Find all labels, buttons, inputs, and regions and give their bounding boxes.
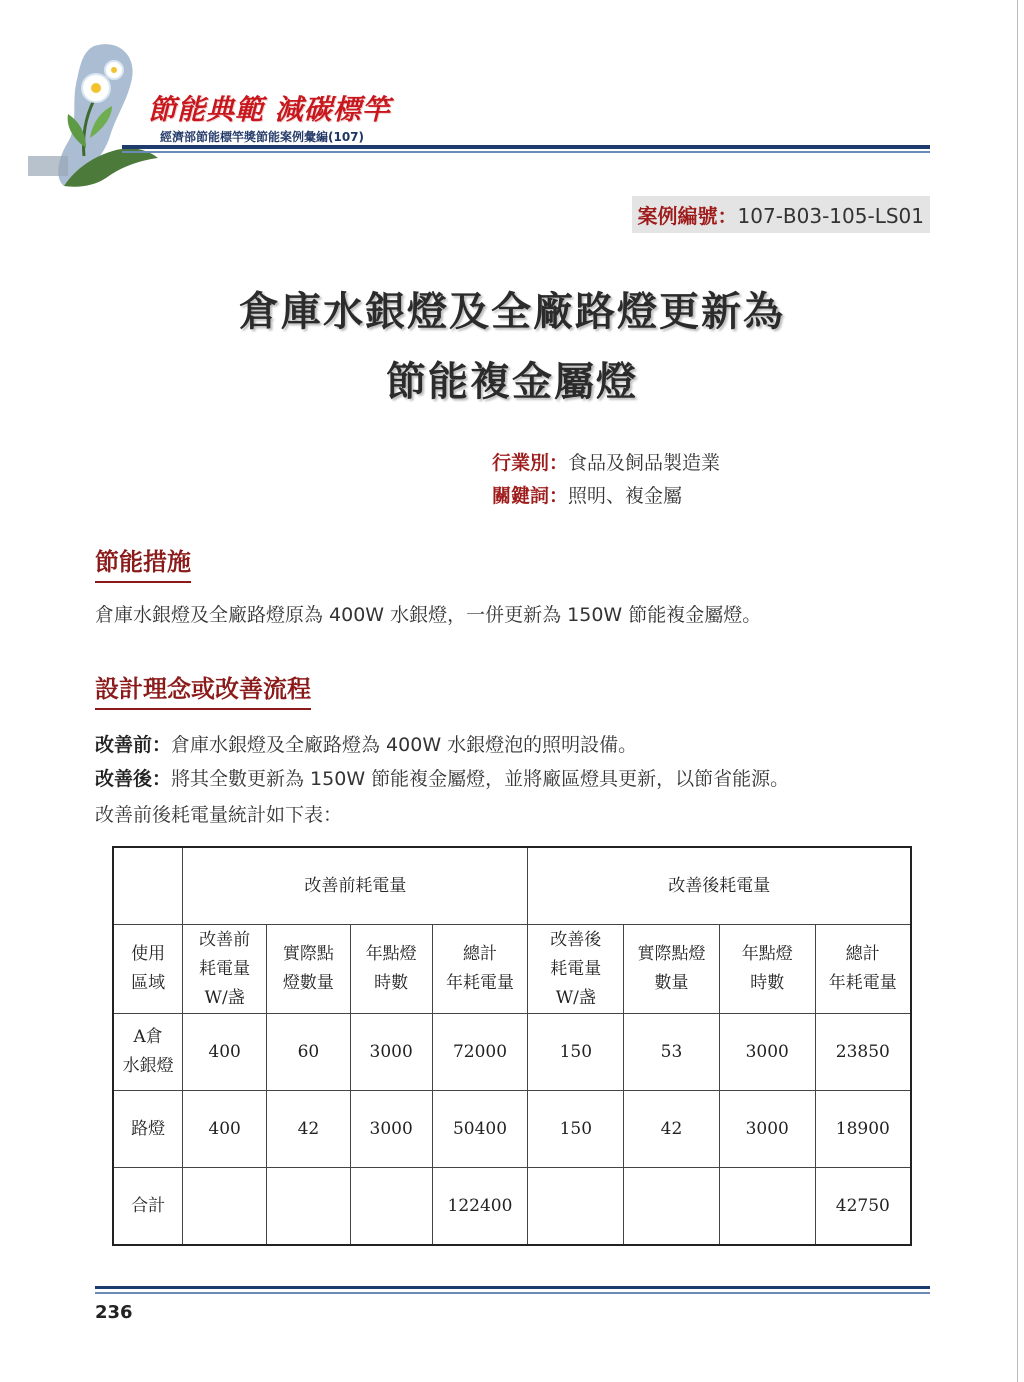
table-cell: 150: [528, 1091, 624, 1168]
table-cell: [624, 1168, 720, 1246]
industry-row: [492, 448, 720, 475]
table-cell: 72000: [432, 1014, 528, 1091]
table-intro: 改善前後耗電量統計如下表：: [95, 804, 343, 826]
table-cell: [267, 1168, 351, 1246]
column-header: 年點燈 時數: [350, 925, 432, 1014]
group-header-before: 改善前耗電量: [183, 847, 528, 925]
column-header: 總計 年耗電量: [432, 925, 528, 1014]
column-header: 改善後 耗電量 W/盏: [528, 925, 624, 1014]
column-header: 使用 區域: [113, 925, 183, 1014]
table-cell: 42: [267, 1091, 351, 1168]
page-frame-edge: [1017, 0, 1024, 1382]
case-number-value: 107-B03-105-LS01: [737, 204, 924, 228]
after-label: 改善後：: [95, 768, 172, 790]
table-corner-cell: [113, 847, 183, 925]
table-cell: A倉 水銀燈: [113, 1014, 183, 1091]
table-header-row: [113, 925, 911, 1014]
table-cell: 3000: [350, 1014, 432, 1091]
table-cell: 合計: [113, 1168, 183, 1246]
keyword-value: 照明、複金屬: [568, 485, 683, 507]
table-cell: 3000: [719, 1014, 815, 1091]
table-cell: [183, 1168, 267, 1246]
keyword-label: 關鍵詞：: [492, 485, 569, 507]
table-cell: 50400: [432, 1091, 528, 1168]
case-number-label: 案例編號：: [637, 204, 738, 228]
table-cell: 23850: [815, 1014, 911, 1091]
section-heading-measures: 節能措施: [95, 542, 191, 583]
table-cell: 42750: [815, 1168, 911, 1246]
table-cell: [719, 1168, 815, 1246]
section-heading-design: 設計理念或改善流程: [95, 669, 311, 710]
industry-label: 行業別：: [492, 452, 569, 474]
page-title-line2: 節能複金屬燈: [386, 359, 638, 405]
table-cell: 18900: [815, 1091, 911, 1168]
header-rule-thin: [122, 151, 930, 153]
table-cell: [350, 1168, 432, 1246]
page-number: 236: [95, 1302, 133, 1323]
page-title-line1: 倉庫水銀燈及全廠路燈更新為: [239, 289, 785, 335]
table-cell: [528, 1168, 624, 1246]
table-cell: 53: [624, 1014, 720, 1091]
table-cell: 3000: [350, 1091, 432, 1168]
industry-value: 食品及飼品製造業: [568, 452, 721, 474]
table-cell: 400: [183, 1014, 267, 1091]
table-cell: 150: [528, 1014, 624, 1091]
table-group-header-row: [113, 847, 911, 925]
column-header: 實際點 燈數量: [267, 925, 351, 1014]
keyword-row: [492, 481, 682, 508]
column-header: 改善前 耗電量 W/盏: [183, 925, 267, 1014]
table-cell: 3000: [719, 1091, 815, 1168]
before-paragraph: [95, 730, 637, 757]
table-cell: 60: [267, 1014, 351, 1091]
after-paragraph: [95, 764, 789, 791]
column-header: 年點燈 時數: [719, 925, 815, 1014]
before-text: 倉庫水銀燈及全廠路燈為 400W 水銀燈泡的照明設備。: [171, 734, 638, 756]
table-row: [113, 1091, 911, 1168]
after-text: 將其全數更新為 150W 節能複金屬燈，並將廠區燈具更新，以節省能源。: [171, 768, 790, 790]
brand-subtitle: 經濟部節能標竿獎節能案例彙編(107): [160, 130, 365, 144]
table-cell: 122400: [432, 1168, 528, 1246]
case-number: [632, 196, 930, 233]
table-cell: 42: [624, 1091, 720, 1168]
table-total-row: [113, 1168, 911, 1246]
brand-title: 節能典範 減碳標竿: [148, 93, 391, 126]
column-header: 總計 年耗電量: [815, 925, 911, 1014]
footer-rule-thin: [95, 1292, 930, 1294]
column-header: 實際點燈 數量: [624, 925, 720, 1014]
before-label: 改善前：: [95, 734, 172, 756]
footer-rule: [95, 1286, 930, 1289]
energy-consumption-table: [112, 846, 912, 1246]
table-row: [113, 1014, 911, 1091]
table-cell: 路燈: [113, 1091, 183, 1168]
table-cell: 400: [183, 1091, 267, 1168]
measures-text: 倉庫水銀燈及全廠路燈原為 400W 水銀燈，一併更新為 150W 節能複金屬燈。: [95, 604, 762, 626]
header-rule: [122, 145, 930, 149]
group-header-after: 改善後耗電量: [528, 847, 911, 925]
